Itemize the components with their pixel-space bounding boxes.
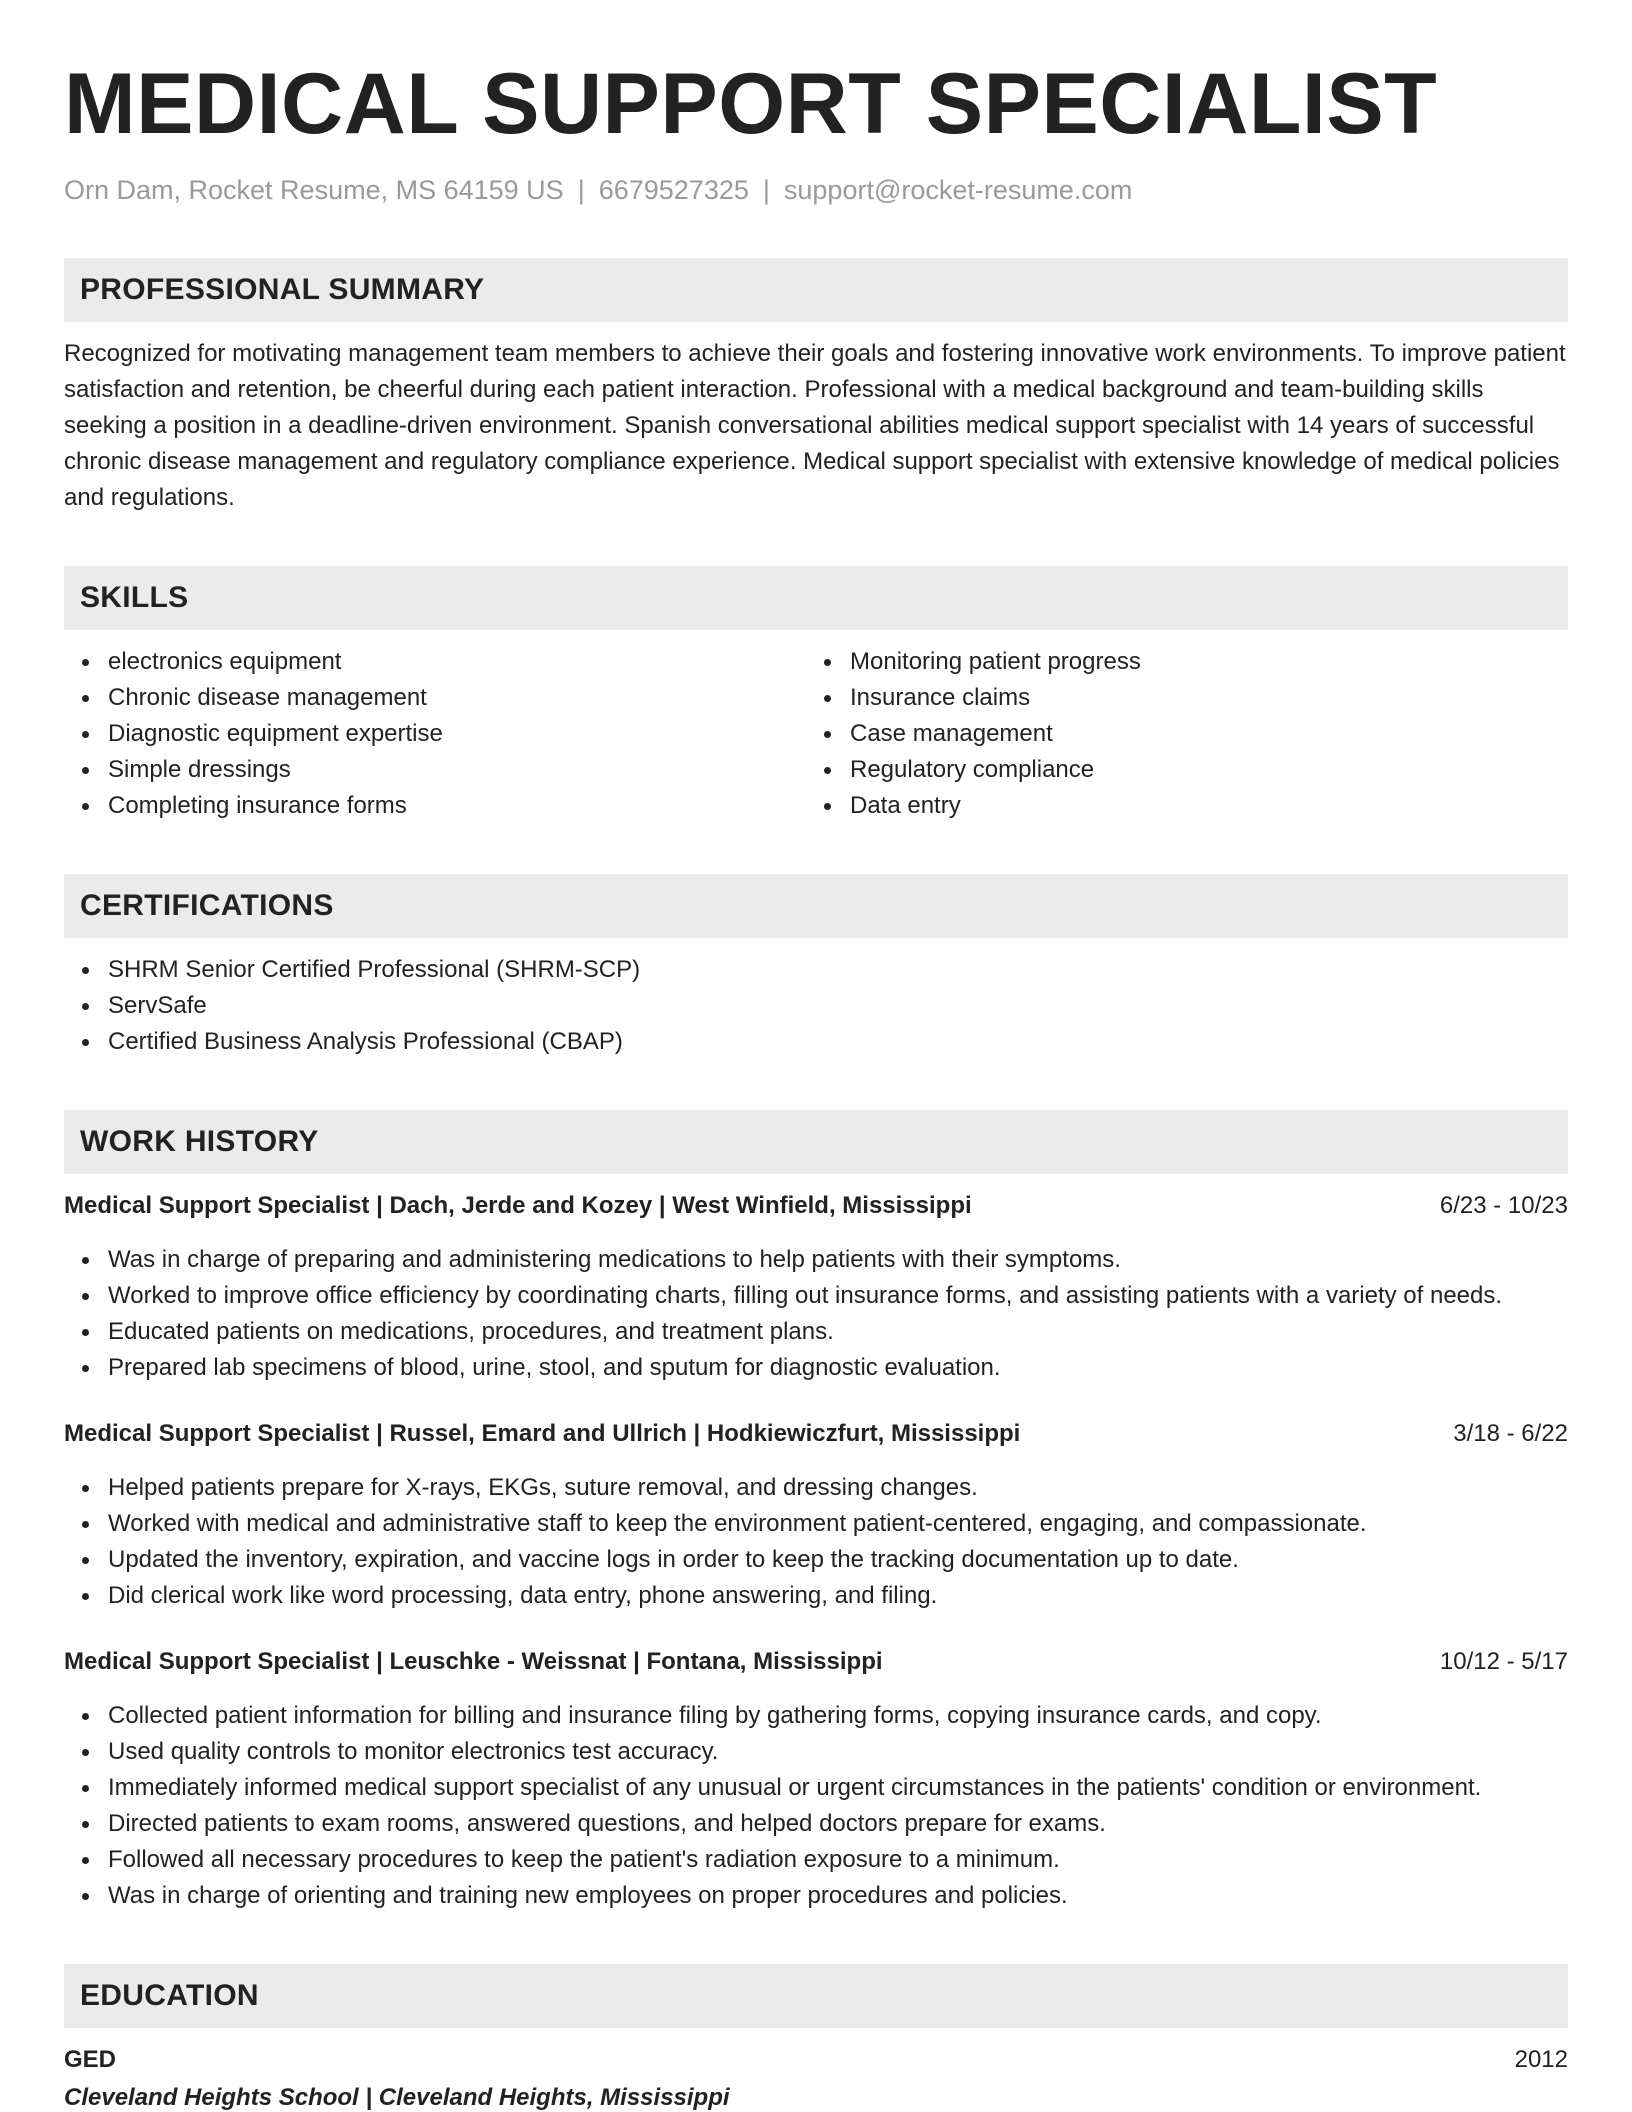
certifications-section-header	[64, 874, 1568, 938]
contact-line	[64, 172, 1568, 208]
skill-item: Insurance claims	[806, 680, 1548, 716]
job-bullets	[64, 1470, 1568, 1614]
job-bullet: Worked to improve office efficiency by coordinating charts, filling out insurance forms, and assisting patients with a variety of needs.	[64, 1278, 1568, 1314]
job-dates: 10/12 - 5/17	[1439, 1648, 1568, 1675]
skill-item: Diagnostic equipment expertise	[64, 716, 806, 752]
job-header	[64, 1188, 1568, 1224]
skills-list	[64, 644, 1568, 824]
contact-phone: 6679527325	[598, 175, 749, 205]
contact-separator: |	[762, 175, 770, 205]
job-bullet: Followed all necessary procedures to keep the patient's radiation exposure to a minimum.	[64, 1842, 1568, 1878]
job-header	[64, 1416, 1568, 1452]
contact-email: support@rocket-resume.com	[783, 175, 1133, 205]
certification-item: SHRM Senior Certified Professional (SHRM-SCP)	[64, 952, 1568, 988]
work-section-header	[64, 1110, 1568, 1174]
job-title: Medical Support Specialist | Leuschke - Weissnat | Fontana, Mississippi	[64, 1648, 883, 1675]
job-bullet: Immediately informed medical support specialist of any unusual or urgent circumstances in the patients' condition or environment.	[64, 1770, 1568, 1806]
job-bullets	[64, 1698, 1568, 1914]
certification-item: Certified Business Analysis Professional (CBAP)	[64, 1024, 1568, 1060]
certification-item: ServSafe	[64, 988, 1568, 1024]
job-bullet: Collected patient information for billing and insurance filing by gathering forms, copying insurance cards, and copy.	[64, 1698, 1568, 1734]
education-entry	[64, 2042, 1568, 2112]
summary-section-header	[64, 258, 1568, 322]
job-bullet: Educated patients on medications, procedures, and treatment plans.	[64, 1314, 1568, 1350]
job-entry	[64, 1188, 1568, 1386]
contact-address: Orn Dam, Rocket Resume, MS 64159 US	[64, 175, 564, 205]
job-entry	[64, 1416, 1568, 1614]
summary-section-title: PROFESSIONAL SUMMARY	[80, 273, 485, 306]
education-year: 2012	[1514, 2046, 1568, 2073]
job-bullet: Worked with medical and administrative staff to keep the environment patient-centered, engaging, and compassionate.	[64, 1506, 1568, 1542]
skills-column-right	[806, 644, 1548, 824]
education-school: Cleveland Heights School | Cleveland Heights, Mississippi	[64, 2084, 730, 2111]
job-bullet: Was in charge of preparing and administering medications to help patients with their symptoms.	[64, 1242, 1568, 1278]
skill-item: electronics equipment	[64, 644, 806, 680]
job-bullet: Helped patients prepare for X-rays, EKGs, suture removal, and dressing changes.	[64, 1470, 1568, 1506]
skill-item: Case management	[806, 716, 1548, 752]
certifications-section-title: CERTIFICATIONS	[80, 889, 334, 922]
skills-section-title: SKILLS	[80, 581, 189, 614]
skill-item: Chronic disease management	[64, 680, 806, 716]
resume-name: MEDICAL SUPPORT SPECIALIST	[64, 56, 1438, 152]
work-section-title: WORK HISTORY	[80, 1125, 319, 1158]
job-title: Medical Support Specialist | Dach, Jerde and Kozey | West Winfield, Mississippi	[64, 1192, 972, 1219]
job-bullet: Did clerical work like word processing, data entry, phone answering, and filing.	[64, 1578, 1568, 1614]
skill-item: Regulatory compliance	[806, 752, 1548, 788]
certifications-list	[64, 952, 1568, 1060]
skill-item: Simple dressings	[64, 752, 806, 788]
education-degree: GED	[64, 2046, 117, 2073]
job-title: Medical Support Specialist | Russel, Emard and Ullrich | Hodkiewiczfurt, Mississippi	[64, 1420, 1021, 1447]
education-section-header	[64, 1964, 1568, 2028]
job-entry	[64, 1644, 1568, 1914]
resume-page	[64, 56, 1568, 2112]
job-dates: 3/18 - 6/22	[1453, 1420, 1568, 1447]
skill-item: Monitoring patient progress	[806, 644, 1548, 680]
skill-item: Data entry	[806, 788, 1548, 824]
job-bullet: Updated the inventory, expiration, and vaccine logs in order to keep the tracking documentation up to date.	[64, 1542, 1568, 1578]
contact-separator: |	[577, 175, 585, 205]
job-bullet: Was in charge of orienting and training new employees on proper procedures and policies.	[64, 1878, 1568, 1914]
skills-section-header	[64, 566, 1568, 630]
education-section-title: EDUCATION	[80, 1979, 259, 2012]
education-header	[64, 2042, 1568, 2078]
skills-column-left	[64, 644, 806, 824]
job-bullet: Prepared lab specimens of blood, urine, stool, and sputum for diagnostic evaluation.	[64, 1350, 1568, 1386]
summary-text: Recognized for motivating management team members to achieve their goals and fostering innovative work environments. To improve patient satisfaction and retention, be cheerful during each patient interaction. Professional with a medical background and team-building skills seeking a position in a deadline-driven environment. Spanish conversational abilities medical support specialist with 14 years of successful chronic disease management and regulatory compliance experience. Medical support specialist with extensive knowledge of medical policies and regulations.	[64, 340, 1566, 511]
job-bullets	[64, 1242, 1568, 1386]
job-bullet: Used quality controls to monitor electronics test accuracy.	[64, 1734, 1568, 1770]
job-dates: 6/23 - 10/23	[1439, 1192, 1568, 1219]
job-bullet: Directed patients to exam rooms, answered questions, and helped doctors prepare for exams.	[64, 1806, 1568, 1842]
skill-item: Completing insurance forms	[64, 788, 806, 824]
job-header	[64, 1644, 1568, 1680]
